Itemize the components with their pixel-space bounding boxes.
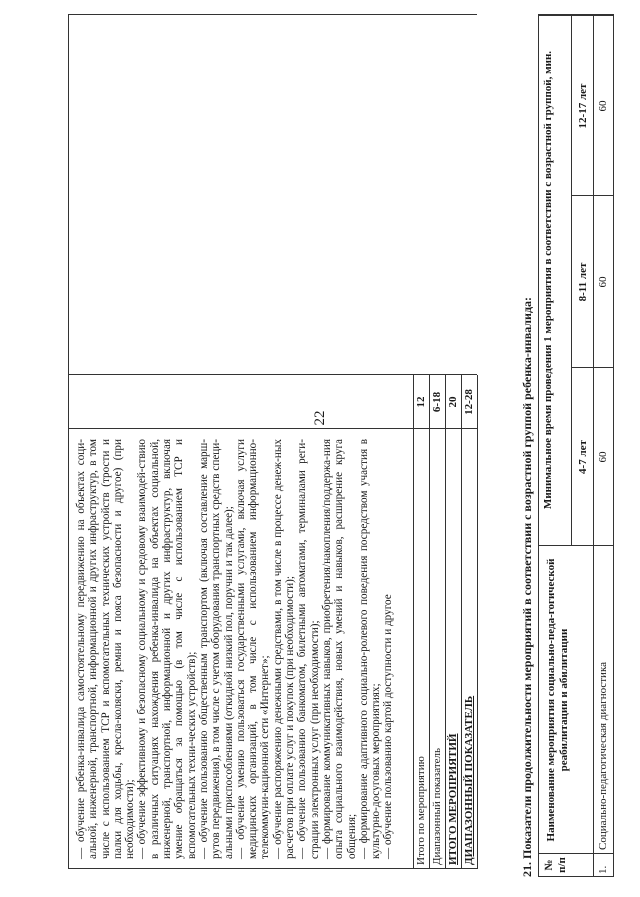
- activity-item: — обучение пользованию картой доступности и другое: [382, 594, 395, 859]
- section-heading: 21. Показатели продолжительности мероприятий в соответствии с возрастной группой ребенка-инвалида:: [520, 296, 534, 877]
- header-name: Наименование мероприятия социально-педа-гогической реабилитации и абилитации: [545, 558, 570, 842]
- rotated-document: [0, 15, 640, 885]
- row-value: 60: [597, 451, 609, 463]
- activity-item: — обучение эффективному и безопасному социальному и средовому взаимодей-ствию в различных ситуациях нахождения ребенка-инвалида на объектах социальной, инженерной, транспортной, информационной и других инфраструктур, включая умение обращаться за помощью (в том числе с использованием ТСР и вспомогательных техни-ческих устройств);: [136, 439, 198, 859]
- header-age-group: 12-17 лет: [577, 83, 589, 129]
- activity-item: — обучение распоряжению денежными средствами, в том числе в процессе денеж-ных расчетов при оплате услуг и покупок (при необходимости);: [271, 439, 297, 859]
- activity-item: — обучение пользованию банкоматом, билетными автоматами, терминалами реги-страции электронных услуг (при необходимости);: [296, 439, 321, 859]
- summary-label-range: ДИАПАЗОННЫЙ ПОКАЗАТЕЛЬ: [463, 695, 475, 865]
- row-divider: [593, 16, 594, 876]
- summary-label-total: ИТОГО МЕРОПРИЯТИЙ: [447, 733, 459, 865]
- summary-label: Диапазонный показатель: [431, 747, 443, 865]
- row-value: 60: [597, 276, 609, 288]
- activity-item: — обучение пользованию общественным транспортом (включая составление марш-рутов передвижения), в том числе с учетом оборудования транспортных средств специ-альными приспособлениями (откидной низкий пол, поручни и так далее);: [197, 439, 235, 859]
- header-min-time: Минимальное время проведения 1 мероприятия в соответствии с возрастной группой, мин.: [542, 50, 554, 510]
- summary-value-total: 20: [447, 396, 459, 408]
- summary-value-range: 12-28: [463, 389, 475, 415]
- activity-item: — обучение ребенка-инвалида самостоятельному передвижению на объектах соци-альной, инженерной, транспортной, информационной и других инфраструктур, в том числе с использованием ТСР и вспомогательных технических устройств (трости и палки для ходьбы, кресла-коляски, ремни и пояса безопасности и другое) (при необходимости);: [75, 439, 137, 859]
- row-value: 60: [597, 100, 609, 112]
- summary-value: 6-18: [431, 391, 443, 413]
- summary-label: Итого по мероприятию: [415, 756, 427, 865]
- header-age-group: 8-11 лет: [577, 262, 589, 302]
- row-divider: [477, 375, 478, 869]
- activity-item: — формирование коммуникативных навыков, приобретения/накопления/поддержа-ния опыта социального взаимодействия, новых умений и навыков, расширение круга общения;: [320, 439, 358, 859]
- page-number: 22: [312, 410, 328, 426]
- activity-description: [75, 439, 395, 859]
- summary-value: 12: [415, 396, 427, 408]
- header-number: № п/п: [543, 857, 568, 873]
- activity-table: [68, 14, 477, 869]
- duration-table: [538, 14, 614, 877]
- activity-item: — обучение умению пользоваться государственными услугами, включая услуги медицинских организаций, в том числе с использованием информационно-телекоммуни-кационной сети «Интернет»;: [234, 439, 272, 859]
- header-age-group: 4-7 лет: [577, 440, 589, 474]
- activity-item: — формирование адаптивного социально-ролевого поведения посредством участия в культурно-досуговых мероприятиях;: [357, 439, 383, 859]
- row-number: 1.: [597, 865, 609, 874]
- row-divider: [571, 16, 572, 546]
- row-name: Социально-педагогическая диагностика: [597, 662, 609, 850]
